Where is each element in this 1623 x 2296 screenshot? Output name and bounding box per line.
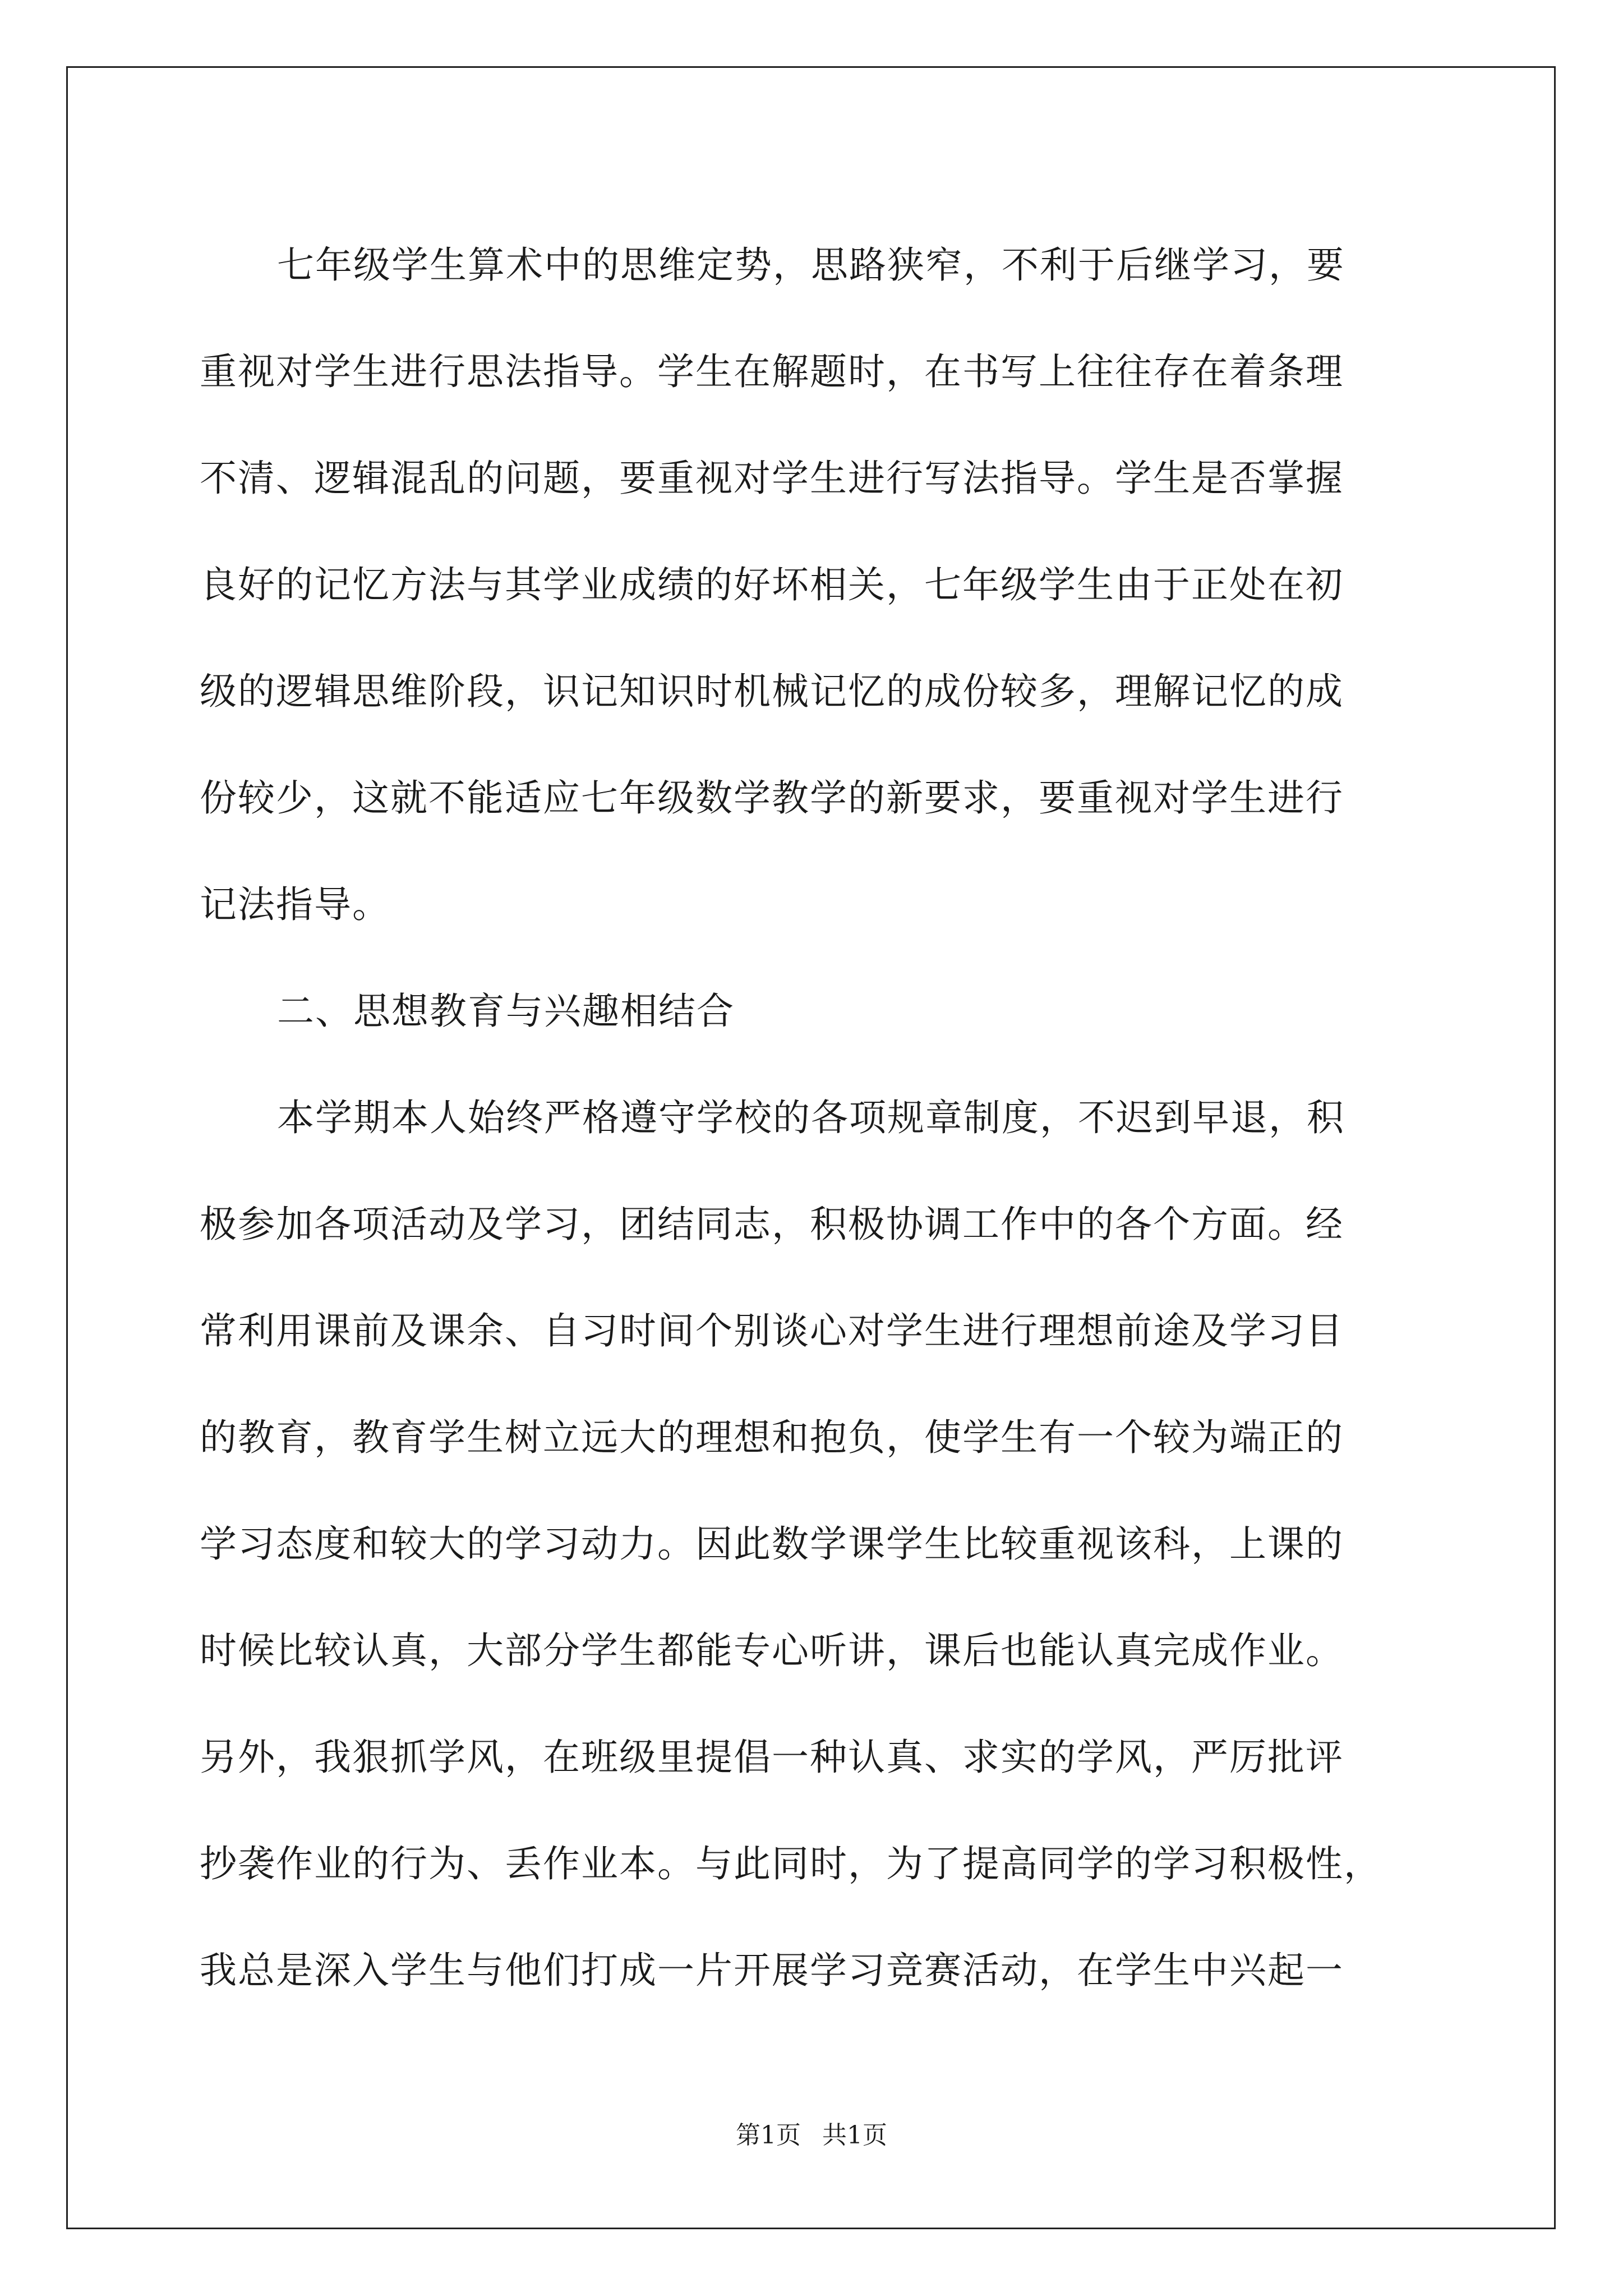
text-line: 七年级学生算术中的思维定势，思路狭窄，不利于后继学习，要 [277,243,1345,287]
text-line: 抄袭作业的行为、丢作业本。与此同时，为了提高同学的学习积极性， [200,1842,1382,1885]
text-line: 记法指导。 [200,883,390,926]
page-total: 共1页 [822,2121,887,2150]
text-line: 极参加各项活动及学习，团结同志，积极协调工作中的各个方面。经 [200,1203,1344,1246]
text-line: 的教育，教育学生树立远大的理想和抱负，使学生有一个较为端正的 [200,1416,1344,1459]
text-line: 份较少，这就不能适应七年级数学教学的新要求，要重视对学生进行 [200,776,1344,820]
document-body [200,212,1428,2024]
text-line: 级的逻辑思维阶段，识记知识时机械记忆的成份较多，理解记忆的成 [200,670,1344,713]
text-line: 我总是深入学生与他们打成一片开展学习竞赛活动，在学生中兴起一 [200,1949,1344,1992]
text-line: 重视对学生进行思法指导。学生在解题时，在书写上往往存在着条理 [200,350,1344,393]
page-footer [0,2115,1623,2151]
text-line: 本学期本人始终严格遵守学校的各项规章制度，不迟到早退，积 [277,1096,1345,1139]
text-line: 另外，我狠抓学风，在班级里提倡一种认真、求实的学风，严厉批评 [200,1736,1344,1779]
page-number: 第1页 [736,2121,801,2150]
text-line: 学习态度和较大的学习动力。因此数学课学生比较重视该科，上课的 [200,1522,1344,1566]
text-line: 时候比较认真，大部分学生都能专心听讲，课后也能认真完成作业。 [200,1629,1344,1672]
text-line: 良好的记忆方法与其学业成绩的好坏相关，七年级学生由于正处在初 [200,563,1344,606]
section-heading: 二、思想教育与兴趣相结合 [277,990,735,1033]
text-line: 常利用课前及课余、自习时间个别谈心对学生进行理想前途及学习目 [200,1309,1344,1352]
text-line: 不清、逻辑混乱的问题，要重视对学生进行写法指导。学生是否掌握 [200,457,1344,500]
